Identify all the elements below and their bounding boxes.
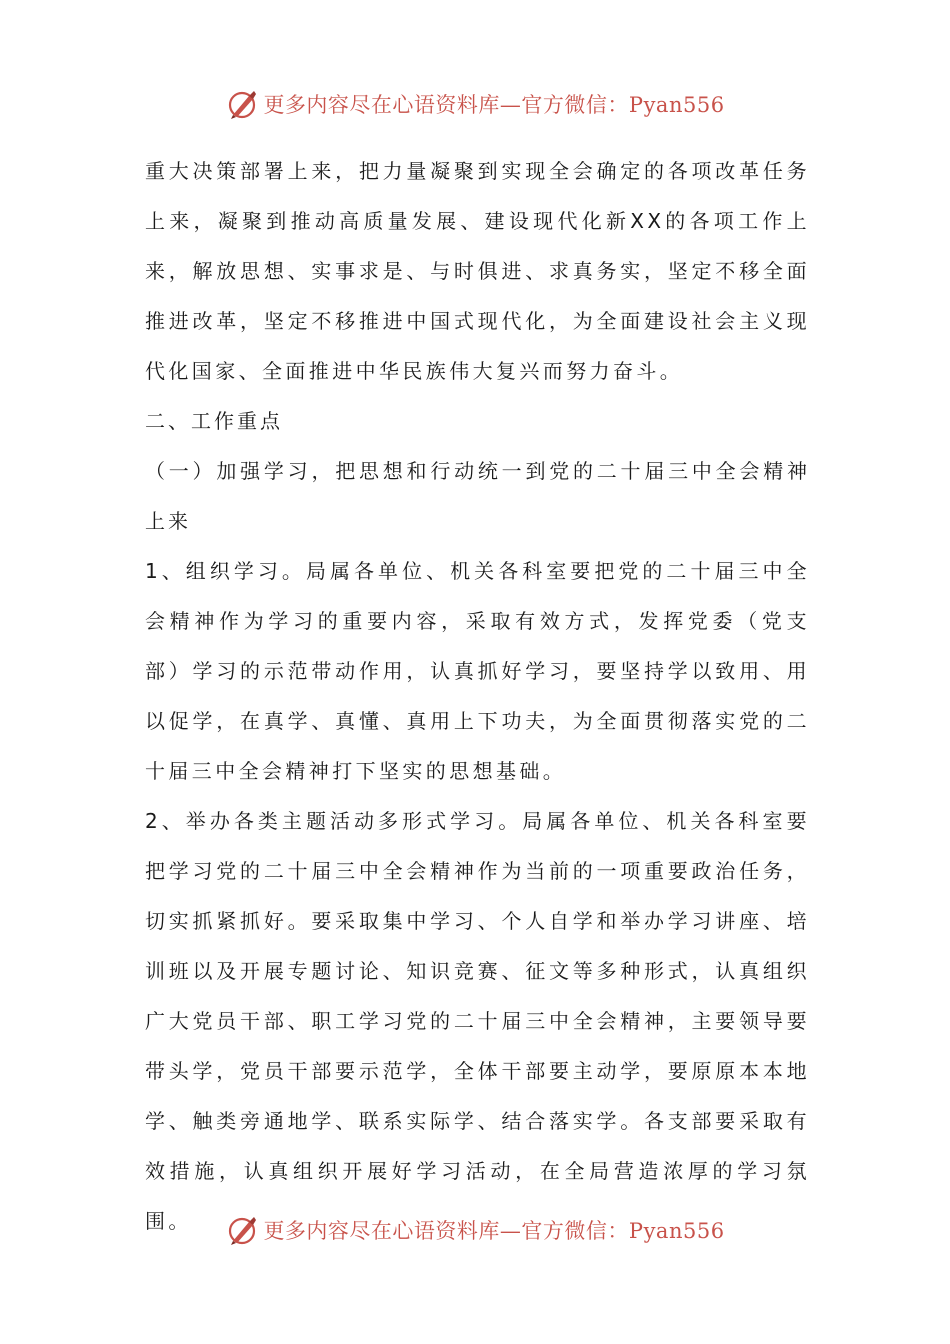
footer-watermark-text: 更多内容尽在心语资料库—官方微信：Pyan556: [263, 1219, 725, 1243]
subsection-heading-strengthen-study: （一）加强学习，把思想和行动统一到党的二十届三中全会精神上来: [145, 459, 810, 533]
footer-watermark-banner: [0, 1210, 950, 1250]
header-watermark-banner: [0, 84, 950, 124]
header-watermark-text: 更多内容尽在心语资料库—官方微信：Pyan556: [263, 93, 725, 117]
pen-logo-icon: [225, 1213, 259, 1247]
pen-logo-icon: [225, 87, 259, 121]
paragraph-themed-activities: 2、举办各类主题活动多形式学习。局属各单位、机关各科室要把学习党的二十届三中全会精神作为当前的一项重要政治任务，切实抓紧抓好。要采取集中学习、个人自学和举办学习讲座、培训班以及开展专题讨论、知识竞赛、征文等多种形式，认真组织广大党员干部、职工学习党的二十届三中全会精神，主要领导要带头学，党员干部要示范学，全体干部要主动学，要原原本本地学、触类旁通地学、联系实际学、结合落实学。各支部要采取有效措施，认真组织开展好学习活动，在全局营造浓厚的学习氛围。: [145, 809, 810, 1233]
section-heading-work-focus: 二、工作重点: [145, 409, 283, 433]
paragraph-organize-study: 1、组织学习。局属各单位、机关各科室要把党的二十届三中全会精神作为学习的重要内容，采取有效方式，发挥党委（党支部）学习的示范带动作用，认真抓好学习，要坚持学以致用、用以促学，在真学、真懂、真用上下功夫，为全面贯彻落实党的二十届三中全会精神打下坚实的思想基础。: [145, 559, 810, 783]
paragraph-intro-continuation: 重大决策部署上来，把力量凝聚到实现全会确定的各项改革任务上来，凝聚到推动高质量发展、建设现代化新XX的各项工作上来，解放思想、实事求是、与时俱进、求真务实，坚定不移全面推进改革，坚定不移推进中国式现代化，为全面建设社会主义现代化国家、全面推进中华民族伟大复兴而努力奋斗。: [145, 159, 810, 383]
document-body: [145, 146, 810, 1246]
